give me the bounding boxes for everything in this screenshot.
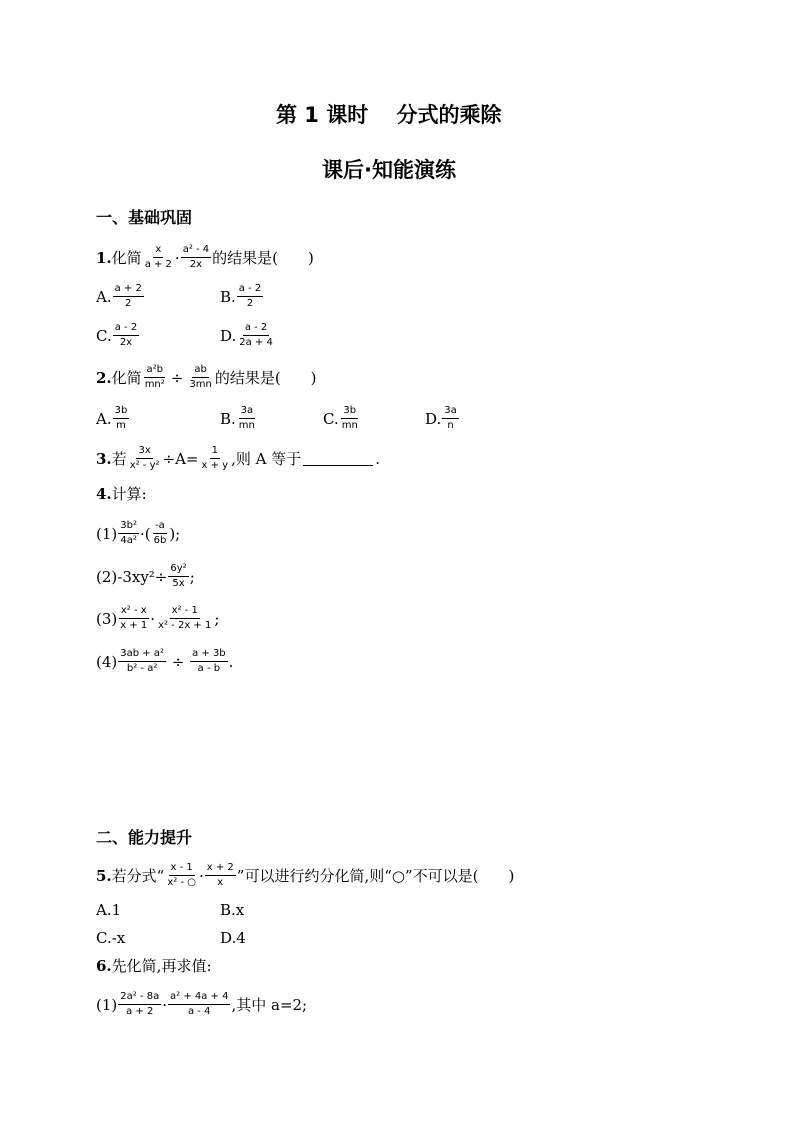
question-number: 1. — [96, 248, 112, 267]
numerator: a - 2 — [113, 322, 139, 336]
numerator: 3a — [442, 405, 459, 419]
question-tail: 的结果是( ) — [212, 248, 314, 267]
subquestion-end: ,其中 a=2; — [231, 995, 308, 1014]
numerator: 3x — [136, 445, 152, 459]
subquestion-label: (1) — [96, 995, 118, 1014]
fraction — [237, 322, 275, 349]
denominator: n — [447, 420, 454, 431]
question-6 — [96, 956, 212, 976]
option-label: D. — [220, 326, 237, 345]
option-label: C. — [96, 326, 112, 345]
fraction — [118, 991, 161, 1018]
numerator: 3b — [113, 405, 130, 419]
numerator: ab — [192, 364, 208, 378]
denominator: a - b — [197, 663, 221, 674]
fraction — [143, 244, 174, 271]
subquestion-end: . — [228, 652, 234, 671]
operator: ·( — [139, 524, 151, 543]
question-number: 4. — [96, 485, 112, 503]
operator: ÷ — [170, 368, 184, 387]
fraction — [237, 405, 257, 432]
option-d[interactable]: D.4 — [220, 929, 246, 947]
numerator: 6y² — [168, 563, 188, 577]
denominator: mn — [238, 420, 255, 431]
numerator: x² - 1 — [170, 605, 200, 619]
subquestion-3 — [96, 605, 219, 632]
page-title: 第 1 课时 分式的乘除 — [276, 103, 502, 127]
subquestion-end: ); — [169, 524, 181, 543]
fraction — [113, 405, 130, 432]
option-label: B. — [220, 287, 236, 306]
question-tail: ,则 A 等于 — [231, 449, 302, 468]
denominator: x² - ○ — [167, 877, 196, 888]
option-label: A. — [96, 287, 112, 306]
fraction — [118, 648, 166, 675]
numerator: a² - 4 — [181, 244, 211, 258]
question-4 — [96, 484, 147, 504]
subquestion-2 — [96, 563, 195, 590]
denominator: 3mn — [189, 379, 212, 390]
subquestion-label: (3) — [96, 609, 118, 628]
denominator: x + 1 — [120, 620, 148, 631]
denominator: x² - y² — [129, 460, 160, 471]
fraction — [113, 322, 139, 349]
numerator: -a — [153, 520, 167, 534]
fraction — [152, 520, 169, 547]
question-number: 2. — [96, 368, 112, 387]
question-5 — [96, 862, 514, 889]
numerator: x - 1 — [169, 862, 195, 876]
fraction — [168, 563, 188, 590]
fraction — [237, 283, 263, 310]
denominator: a - 4 — [188, 1006, 211, 1017]
option-b[interactable] — [220, 283, 264, 310]
question-text: 化简 — [111, 368, 142, 387]
denominator: mn — [341, 420, 358, 431]
expression: -3xy²÷ — [117, 567, 168, 586]
question-tail: 的结果是( ) — [214, 368, 317, 387]
numerator: a - 2 — [237, 283, 263, 297]
subquestion-end: ; — [189, 567, 195, 586]
option-d[interactable] — [220, 322, 276, 349]
fraction — [442, 405, 459, 432]
denominator: 6b — [153, 535, 167, 546]
option-label: A. — [96, 409, 112, 428]
fraction — [340, 405, 360, 432]
fraction — [118, 605, 149, 632]
section-advanced: 二、能力提升 — [96, 828, 193, 847]
numerator: a + 3b — [190, 648, 228, 662]
denominator: a + 2 — [144, 259, 172, 270]
numerator: 1 — [210, 445, 220, 459]
question-1 — [96, 244, 314, 271]
question-text: 先化简,再求值: — [111, 957, 212, 975]
denominator: m — [116, 420, 126, 431]
denominator: b² - a² — [126, 663, 158, 674]
fraction — [181, 244, 211, 271]
question-text: 若分式“ — [111, 866, 165, 885]
question-end: . — [375, 449, 380, 468]
subquestion-end: ; — [214, 609, 220, 628]
option-label: C. — [323, 409, 339, 428]
numerator: a² + 4a + 4 — [168, 991, 230, 1005]
option-label: B. — [220, 409, 236, 428]
fraction — [205, 862, 236, 889]
numerator: x² - x — [119, 605, 149, 619]
denominator: mn² — [144, 379, 165, 390]
denominator: 2x — [189, 259, 203, 270]
operator: ÷ — [166, 652, 190, 671]
numerator: 3b — [341, 405, 358, 419]
denominator: 2x — [119, 337, 133, 348]
subquestion-1 — [96, 520, 180, 547]
fraction — [190, 648, 228, 675]
subquestion-1 — [96, 991, 307, 1018]
question-text: 化简 — [111, 248, 142, 267]
fraction — [128, 445, 162, 472]
denominator: 4a² — [120, 535, 137, 546]
fraction — [156, 605, 213, 632]
numerator: x + 2 — [205, 862, 236, 876]
option-b[interactable] — [220, 405, 258, 432]
numerator: 2a² - 8a — [118, 991, 161, 1005]
subquestion-4 — [96, 648, 233, 675]
option-b[interactable]: B.x — [220, 901, 245, 919]
question-number: 6. — [96, 957, 112, 975]
option-a[interactable]: A.1 — [96, 901, 122, 919]
fraction — [118, 520, 139, 547]
question-tail: ”可以进行约分化简,则“○”不可以是( ) — [236, 866, 515, 885]
option-label: D. — [425, 409, 442, 428]
denominator: 2a + 4 — [239, 337, 273, 348]
fraction — [187, 364, 213, 391]
denominator: a + 2 — [126, 1006, 154, 1017]
question-number: 5. — [96, 866, 112, 885]
fraction — [143, 364, 167, 391]
question-mid: ÷A= — [162, 449, 199, 468]
denominator: x² - 2x + 1 — [158, 620, 212, 631]
denominator: 5x — [172, 578, 185, 589]
question-text: 计算: — [111, 485, 147, 503]
numerator: 3a — [239, 405, 256, 419]
option-c[interactable] — [96, 322, 140, 349]
section-basic: 一、基础巩固 — [96, 208, 193, 227]
answer-blank[interactable] — [303, 451, 373, 466]
denominator: x — [217, 877, 224, 888]
numerator: a + 2 — [113, 283, 144, 297]
operator: · — [174, 248, 180, 267]
fraction — [113, 283, 144, 310]
operator: · — [162, 995, 167, 1014]
question-text: 若 — [111, 449, 127, 468]
numerator: 3ab + a² — [118, 648, 166, 662]
numerator: 3b² — [118, 520, 139, 534]
fraction — [200, 445, 231, 472]
fraction — [168, 991, 230, 1018]
denominator: 2 — [246, 298, 254, 309]
denominator: x + y — [201, 460, 229, 471]
option-c[interactable]: C.-x — [96, 929, 126, 947]
numerator: a - 2 — [243, 322, 269, 336]
numerator: a²b — [144, 364, 164, 378]
question-number: 3. — [96, 449, 112, 468]
operator: · — [150, 609, 156, 628]
page-subtitle: 课后·知能演练 — [322, 158, 456, 182]
subquestion-label: (2) — [96, 567, 118, 586]
option-c[interactable] — [323, 405, 361, 432]
question-3 — [96, 445, 380, 472]
fraction — [165, 862, 198, 889]
option-d[interactable] — [425, 405, 460, 432]
option-a[interactable] — [96, 405, 130, 432]
option-a[interactable] — [96, 283, 145, 310]
subquestion-label: (4) — [96, 652, 118, 671]
question-2 — [96, 364, 317, 391]
numerator: x — [153, 244, 163, 258]
denominator: 2 — [125, 298, 132, 309]
operator: · — [198, 866, 204, 885]
subquestion-label: (1) — [96, 524, 118, 543]
